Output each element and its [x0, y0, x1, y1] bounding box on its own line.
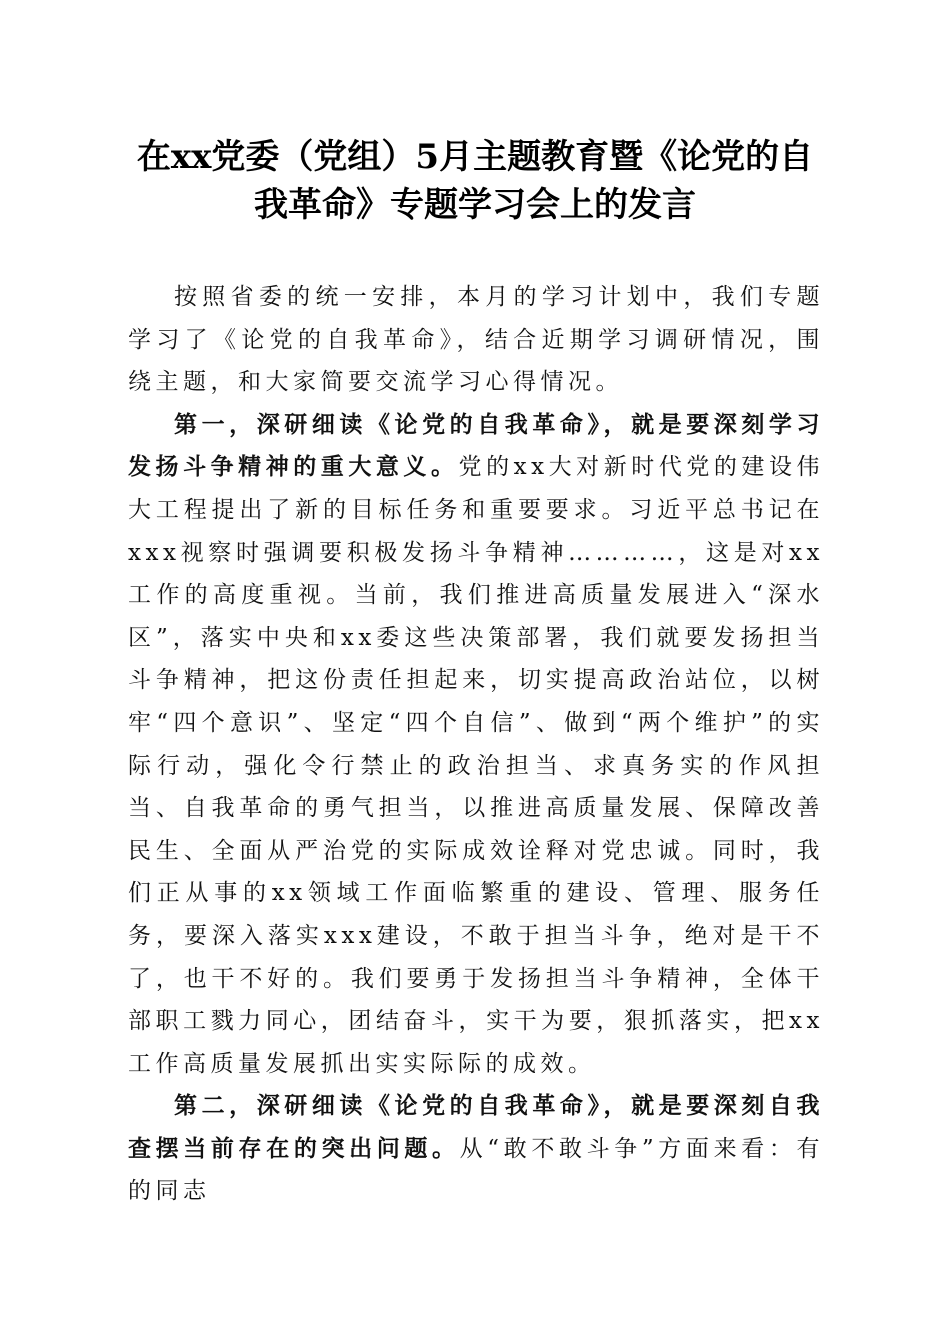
paragraph-text: 按照省委的统一安排，本月的学习计划中，我们专题学习了《论党的自我革命》，结合近期学习调研情况，围绕主题，和大家简要交流学习心得情况。	[128, 284, 824, 396]
document-title	[100, 133, 850, 229]
title-line-1: 在xx党委（党组）5月主题教育暨《论党的自	[136, 137, 814, 177]
paragraph-point-1	[128, 404, 824, 1086]
paragraph-text: 从“敢不敢斗争”方面来看：有的同志	[128, 1135, 824, 1205]
paragraph-text: 党的xx大对新时代党的建设伟大工程提出了新的目标任务和重要要求。习近平总书记在xxx视察时强调要积极发扬斗争精神…………，这是对xx工作的高度重视。当前，我们推进高质量发展进入“深水区”，落实中央和xx委这些决策部署，我们就要发扬担当斗争精神，把这份责任担起来，切实提高政治站位，以树牢“四个意识”、坚定“四个自信”、做到“两个维护”的实际行动，强化令行禁止的政治担当、求真务实的作风担当、自我革命的勇气担当，以推进高质量发展、保障改善民生、全面从严治党的实际成效诠释对党忠诚。同时，我们正从事的xx领域工作面临繁重的建设、管理、服务任务，要深入落实xxx建设，不敢于担当斗争，绝对是干不了，也干不好的。我们要勇于发扬担当斗争精神，全体干部职工戮力同心，团结奋斗，实干为要，狠抓落实，把xx工作高质量发展抓出实实际际的成效。	[128, 454, 824, 1077]
paragraph-lead: 第二，深研细读《论党的自我革命》，就是要深刻自我查摆当前存在的突出问题。	[128, 1092, 824, 1162]
paragraph-lead: 第一，深研细读《论党的自我革命》，就是要深刻学习发扬斗争精神的重大意义。	[128, 410, 824, 481]
paragraph-point-2	[128, 1085, 824, 1213]
title-line-2: 我革命》专题学习会上的发言	[254, 185, 696, 225]
document-body	[128, 276, 824, 1213]
paragraph-intro	[128, 276, 824, 404]
